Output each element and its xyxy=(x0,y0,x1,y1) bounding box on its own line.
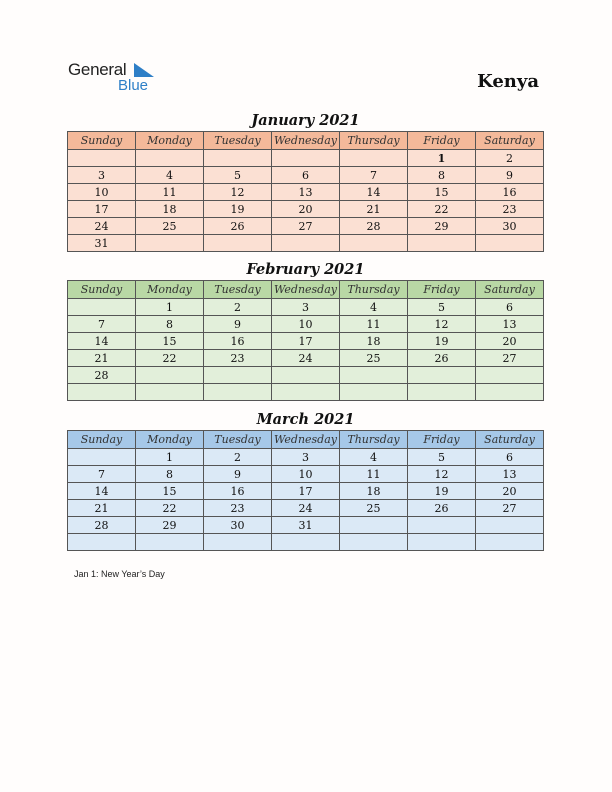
day-cell: 3 xyxy=(272,449,340,466)
day-cell xyxy=(204,534,272,551)
day-cell xyxy=(408,517,476,534)
day-cell: 2 xyxy=(204,449,272,466)
weekday-header: Sunday xyxy=(68,431,136,449)
day-cell xyxy=(136,235,204,252)
day-cell: 28 xyxy=(68,517,136,534)
day-cell xyxy=(204,367,272,384)
weekday-header: Sunday xyxy=(68,281,136,299)
week-row xyxy=(68,333,544,350)
weekday-header: Friday xyxy=(408,132,476,150)
day-cell: 10 xyxy=(68,184,136,201)
day-cell: 1 xyxy=(136,299,204,316)
day-cell xyxy=(68,384,136,401)
day-cell: 21 xyxy=(340,201,408,218)
day-cell: 27 xyxy=(476,500,544,517)
day-cell: 27 xyxy=(272,218,340,235)
calendar-table xyxy=(67,430,544,551)
day-cell: 31 xyxy=(272,517,340,534)
day-cell: 5 xyxy=(408,299,476,316)
day-cell xyxy=(204,150,272,167)
day-cell: 12 xyxy=(408,316,476,333)
weekday-header: Thursday xyxy=(340,431,408,449)
day-cell xyxy=(340,367,408,384)
day-cell: 15 xyxy=(136,333,204,350)
day-cell: 25 xyxy=(340,500,408,517)
day-cell: 5 xyxy=(408,449,476,466)
day-cell: 7 xyxy=(68,316,136,333)
day-cell xyxy=(476,384,544,401)
day-cell xyxy=(272,235,340,252)
day-cell xyxy=(136,150,204,167)
day-cell: 11 xyxy=(340,466,408,483)
week-row xyxy=(68,466,544,483)
day-cell: 25 xyxy=(136,218,204,235)
day-cell: 9 xyxy=(204,316,272,333)
day-cell xyxy=(408,534,476,551)
day-cell: 20 xyxy=(272,201,340,218)
week-row xyxy=(68,367,544,384)
logo-triangle-icon xyxy=(134,63,154,77)
day-cell: 5 xyxy=(204,167,272,184)
day-cell: 23 xyxy=(204,500,272,517)
day-cell: 13 xyxy=(476,316,544,333)
day-cell: 11 xyxy=(340,316,408,333)
country-title: Kenya xyxy=(477,71,539,92)
week-row xyxy=(68,534,544,551)
weekday-header-row xyxy=(68,281,544,299)
day-cell: 17 xyxy=(272,483,340,500)
day-cell: 24 xyxy=(68,218,136,235)
day-cell: 4 xyxy=(136,167,204,184)
weekday-header: Tuesday xyxy=(204,132,272,150)
day-cell: 8 xyxy=(136,316,204,333)
day-cell xyxy=(68,534,136,551)
day-cell xyxy=(340,534,408,551)
day-cell: 9 xyxy=(204,466,272,483)
day-cell: 17 xyxy=(272,333,340,350)
day-cell: 10 xyxy=(272,316,340,333)
weekday-header: Wednesday xyxy=(272,281,340,299)
day-cell: 6 xyxy=(476,299,544,316)
day-cell: 2 xyxy=(204,299,272,316)
weekday-header: Saturday xyxy=(476,132,544,150)
day-cell: 18 xyxy=(340,333,408,350)
month-title: February 2021 xyxy=(246,261,365,278)
day-cell: 16 xyxy=(204,483,272,500)
week-row xyxy=(68,500,544,517)
day-cell xyxy=(272,150,340,167)
weekday-header: Wednesday xyxy=(272,132,340,150)
day-cell xyxy=(272,384,340,401)
day-cell: 15 xyxy=(136,483,204,500)
day-cell: 28 xyxy=(340,218,408,235)
day-cell: 14 xyxy=(340,184,408,201)
month-march xyxy=(67,410,544,551)
day-cell: 3 xyxy=(272,299,340,316)
day-cell: 20 xyxy=(476,483,544,500)
day-cell: 16 xyxy=(476,184,544,201)
day-cell: 19 xyxy=(408,333,476,350)
calendar-table xyxy=(67,280,544,401)
day-cell xyxy=(136,534,204,551)
weekday-header: Monday xyxy=(136,431,204,449)
week-row xyxy=(68,350,544,367)
day-cell: 30 xyxy=(476,218,544,235)
day-cell: 12 xyxy=(408,466,476,483)
weekday-header-row xyxy=(68,132,544,150)
day-cell: 24 xyxy=(272,350,340,367)
weekday-header: Wednesday xyxy=(272,431,340,449)
day-cell: 14 xyxy=(68,333,136,350)
day-cell: 25 xyxy=(340,350,408,367)
day-cell: 19 xyxy=(204,201,272,218)
day-cell xyxy=(476,235,544,252)
day-cell: 4 xyxy=(340,299,408,316)
day-cell xyxy=(408,235,476,252)
day-cell xyxy=(68,299,136,316)
week-row xyxy=(68,449,544,466)
week-row xyxy=(68,218,544,235)
day-cell xyxy=(68,449,136,466)
weekday-header: Friday xyxy=(408,281,476,299)
day-cell: 8 xyxy=(408,167,476,184)
day-cell: 26 xyxy=(408,500,476,517)
day-cell: 19 xyxy=(408,483,476,500)
weekday-header: Saturday xyxy=(476,431,544,449)
week-row xyxy=(68,150,544,167)
week-row xyxy=(68,184,544,201)
month-title: January 2021 xyxy=(251,112,360,129)
logo-general-text: General xyxy=(68,60,127,79)
week-row xyxy=(68,201,544,218)
day-cell: 22 xyxy=(136,350,204,367)
day-cell xyxy=(204,384,272,401)
day-cell: 18 xyxy=(340,483,408,500)
day-cell: 6 xyxy=(272,167,340,184)
day-cell: 23 xyxy=(204,350,272,367)
day-cell xyxy=(408,384,476,401)
logo-blue-text: Blue xyxy=(118,77,149,94)
week-row xyxy=(68,235,544,252)
week-row xyxy=(68,316,544,333)
day-cell: 28 xyxy=(68,367,136,384)
week-row xyxy=(68,167,544,184)
day-cell xyxy=(340,150,408,167)
day-cell xyxy=(476,517,544,534)
day-cell: 17 xyxy=(68,201,136,218)
day-cell xyxy=(476,534,544,551)
logo xyxy=(68,60,168,96)
day-cell: 2 xyxy=(476,150,544,167)
day-cell: 30 xyxy=(204,517,272,534)
day-cell: 27 xyxy=(476,350,544,367)
week-row xyxy=(68,299,544,316)
day-cell: 26 xyxy=(408,350,476,367)
day-cell: 21 xyxy=(68,350,136,367)
day-cell xyxy=(272,367,340,384)
month-title: March 2021 xyxy=(256,411,355,428)
holidays-note: Jan 1: New Year’s Day xyxy=(74,569,165,579)
day-cell: 15 xyxy=(408,184,476,201)
month-february xyxy=(67,260,544,401)
weekday-header: Monday xyxy=(136,281,204,299)
weekday-header: Thursday xyxy=(340,132,408,150)
day-cell: 12 xyxy=(204,184,272,201)
weekday-header: Tuesday xyxy=(204,431,272,449)
day-cell: 6 xyxy=(476,449,544,466)
week-row xyxy=(68,483,544,500)
day-cell xyxy=(340,384,408,401)
day-cell: 31 xyxy=(68,235,136,252)
holiday-day-cell: 1 xyxy=(408,150,476,167)
day-cell xyxy=(408,367,476,384)
day-cell: 22 xyxy=(408,201,476,218)
day-cell: 3 xyxy=(68,167,136,184)
weekday-header: Monday xyxy=(136,132,204,150)
day-cell: 4 xyxy=(340,449,408,466)
weekday-header: Tuesday xyxy=(204,281,272,299)
month-january xyxy=(67,111,544,252)
day-cell xyxy=(476,367,544,384)
day-cell: 26 xyxy=(204,218,272,235)
day-cell: 7 xyxy=(340,167,408,184)
day-cell: 14 xyxy=(68,483,136,500)
day-cell xyxy=(204,235,272,252)
day-cell xyxy=(136,367,204,384)
day-cell: 11 xyxy=(136,184,204,201)
day-cell xyxy=(272,534,340,551)
day-cell: 13 xyxy=(272,184,340,201)
weekday-header: Thursday xyxy=(340,281,408,299)
day-cell: 20 xyxy=(476,333,544,350)
weekday-header: Friday xyxy=(408,431,476,449)
day-cell: 29 xyxy=(136,517,204,534)
day-cell: 7 xyxy=(68,466,136,483)
week-row xyxy=(68,517,544,534)
day-cell: 16 xyxy=(204,333,272,350)
weekday-header: Sunday xyxy=(68,132,136,150)
day-cell: 8 xyxy=(136,466,204,483)
day-cell: 23 xyxy=(476,201,544,218)
day-cell: 29 xyxy=(408,218,476,235)
day-cell xyxy=(68,150,136,167)
day-cell: 10 xyxy=(272,466,340,483)
day-cell: 22 xyxy=(136,500,204,517)
day-cell xyxy=(136,384,204,401)
day-cell: 13 xyxy=(476,466,544,483)
day-cell xyxy=(340,517,408,534)
weekday-header: Saturday xyxy=(476,281,544,299)
day-cell: 18 xyxy=(136,201,204,218)
day-cell: 9 xyxy=(476,167,544,184)
day-cell: 21 xyxy=(68,500,136,517)
day-cell: 1 xyxy=(136,449,204,466)
calendar-table xyxy=(67,131,544,252)
day-cell: 24 xyxy=(272,500,340,517)
weekday-header-row xyxy=(68,431,544,449)
day-cell xyxy=(340,235,408,252)
week-row xyxy=(68,384,544,401)
